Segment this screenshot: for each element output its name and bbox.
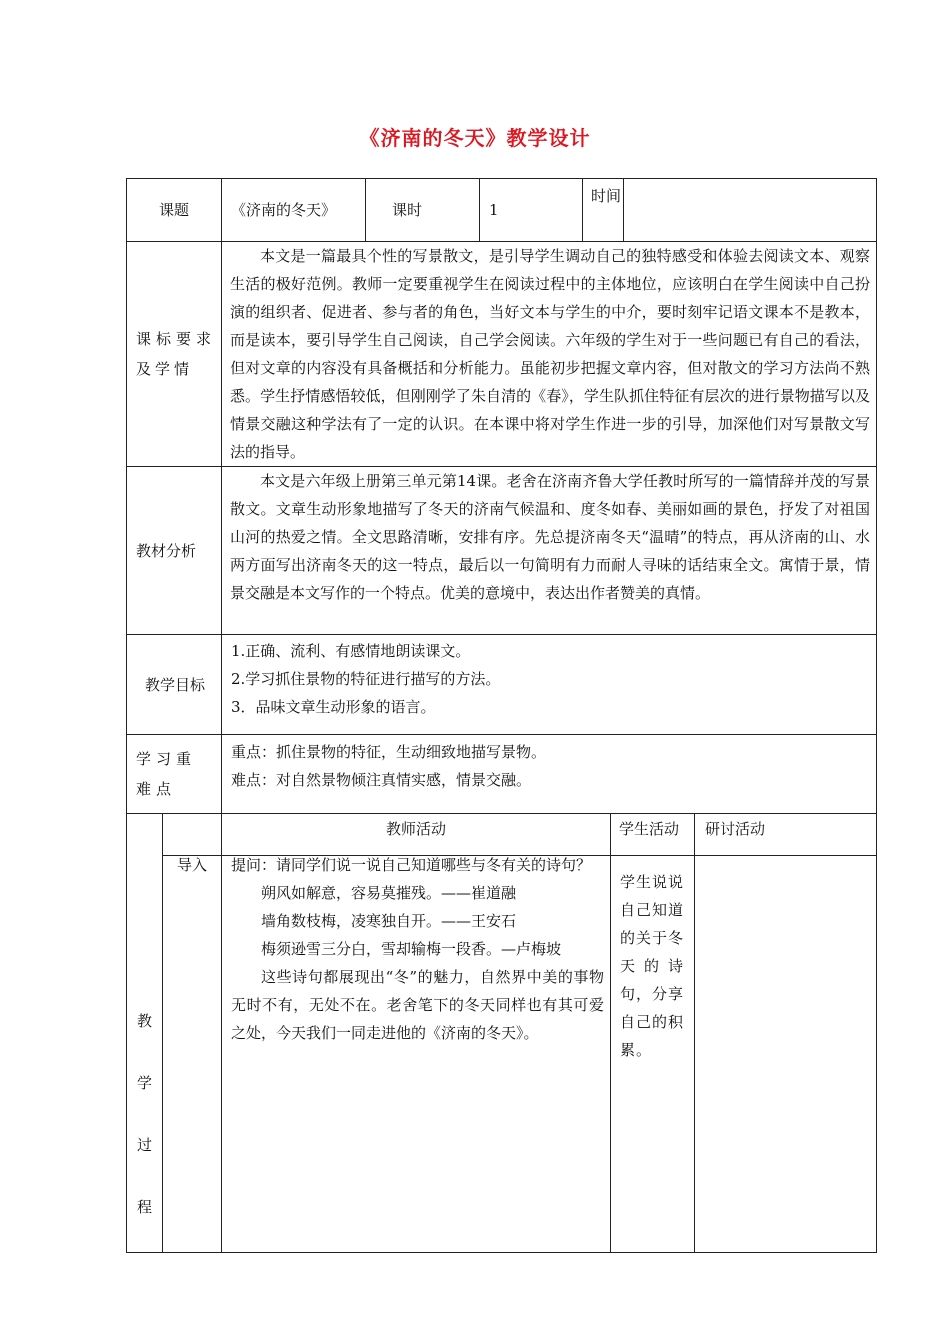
period-value: 1 [489, 201, 499, 219]
goals-label: 教学目标 [145, 675, 206, 694]
goals-list [222, 637, 876, 733]
process-label-char: 学 [136, 1074, 152, 1092]
intro-label: 导入 [176, 856, 207, 874]
process-label-char: 过 [136, 1136, 152, 1154]
topic-value: 《济南的冬天》 [231, 201, 337, 219]
analysis-label: 教材分析 [136, 541, 197, 560]
poem-line: 墙角数枝梅，凌寒独自开。——王安石 [261, 912, 517, 930]
difficult-point: 难点：对自然景物倾注真情实感，情景交融。 [231, 771, 532, 789]
process-label-char: 程 [136, 1198, 152, 1216]
goal-item: 2.学习抓住景物的特征进行描写的方法。 [231, 670, 501, 688]
poem-line: 朔风如解意，容易莫摧残。——崔道融 [261, 884, 517, 902]
key-points [222, 738, 876, 812]
analysis-text: 本文是六年级上册第三单元第14课。老舍在济南齐鲁大学任教时所写的一篇情辞并茂的写景散文。文章生动形象地描写了冬天的济南气候温和、度冬如春、美丽如画的景色，抒发了对祖国山河的热爱之情。全文思路清晰，安排有序。先总提济南冬天“温晴”的特点，再从济南的山、水两方面写出济南冬天的这一特点，最后以一句简明有力而耐人寻味的话结束全文。寓情于景，情景交融是本文写作的一个特点。优美的意境中，表达出作者赞美的真情。 [230, 472, 870, 602]
poem-line: 梅须逊雪三分白，雪却输梅一段香。—卢梅坡 [261, 940, 562, 958]
teacher-activity [222, 851, 610, 1251]
student-activity: 学生说说自己知道的关于冬天的诗句，分享自己的积累。 [620, 873, 685, 1059]
time-value [624, 179, 876, 241]
teacher-activity-header: 教师活动 [385, 820, 446, 838]
student-activity-header: 学生活动 [619, 820, 680, 838]
key-points-label: 学习重难点 [136, 750, 197, 798]
process-label-char: 教 [136, 1012, 152, 1030]
teacher-summary: 这些诗句都展现出“冬”的魅力，自然界中美的事物无时不有，无处不在。老舍笔下的冬天同样也有其可爱之处，今天我们一同走进他的《济南的冬天》。 [231, 968, 604, 1042]
process-label [127, 990, 162, 1238]
important-point: 重点：抓住景物的特征，生动细致地描写景物。 [231, 743, 547, 761]
period-label: 课时 [392, 201, 423, 219]
goal-item: 3．品味文章生动形象的语言。 [231, 698, 436, 716]
requirements-text: 本文是一篇最具个性的写景散文，是引导学生调动自己的独特感受和体验去阅读文本、观察生活的极好范例。教师一定要重视学生在阅读过程中的主体地位，应该明白在学生阅读中自己扮演的组织者、促进者、参与者的角色，当好文本与学生的中介，要时刻牢记语文课本不是教本，而是读本，要引导学生自己阅读，自己学会阅读。六年级的学生对于一些问题已有自己的看法，但对文章的内容没有具备概括和分析能力。虽能初步把握文章内容，但对散文的学习方法尚不熟悉。学生抒情感悟较低，但刚刚学了朱自清的《春》，学生队抓住特征有层次的进行景物描写以及情景交融这种学法有了一定的认识。在本课中将对学生作进一步的引导，加深他们对写景散文写法的指导。 [230, 247, 870, 461]
research-activity [695, 868, 876, 1068]
topic-label: 课题 [158, 201, 189, 219]
requirements-label: 课标要求及学情 [136, 330, 215, 378]
teacher-question: 提问：请同学们说一说自己知道哪些与冬有关的诗句？ [231, 856, 592, 874]
document-title: 《济南的冬天》教学设计 [359, 126, 591, 150]
goal-item: 1.正确、流利、有感情地朗读课文。 [231, 642, 471, 660]
time-label: 时间 [591, 187, 622, 205]
research-activity-header: 研讨活动 [705, 820, 766, 838]
